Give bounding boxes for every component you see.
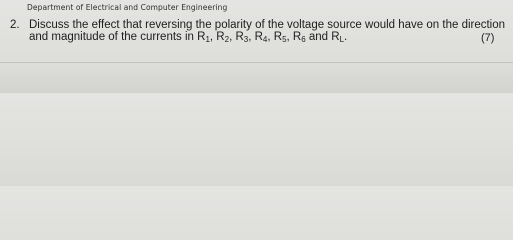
resistor-letter: R — [273, 31, 283, 43]
resistor-subscript: 5 — [282, 35, 287, 44]
resistor-symbol — [197, 31, 216, 43]
resistor-symbol — [331, 31, 347, 43]
question-marks: (7) — [481, 32, 495, 44]
resistor-subscript: L — [339, 35, 345, 44]
resistor-symbol — [274, 31, 293, 43]
question-2 — [10, 19, 510, 43]
resistor-symbol — [235, 31, 254, 43]
resistor-letter: R — [235, 31, 244, 43]
resistor-subscript: 1 — [205, 35, 210, 44]
resistor-separator: , — [286, 31, 293, 43]
exam-page — [0, 0, 513, 93]
resistor-separator: , — [209, 31, 217, 43]
resistor-list — [197, 31, 347, 43]
resistor-separator: , — [248, 31, 255, 43]
resistor-subscript: 4 — [262, 35, 268, 44]
department-header: Department of Electrical and Computer Engineering — [27, 3, 228, 12]
resistor-separator: , — [267, 31, 274, 43]
page-shadow — [0, 63, 513, 93]
resistor-symbol — [255, 31, 274, 43]
question-number: 2. — [10, 19, 20, 31]
question-line-2 — [10, 31, 510, 43]
resistor-symbol — [293, 31, 331, 43]
question-text-line-2: and magnitude of the currents in — [29, 31, 198, 43]
resistor-separator: , — [229, 31, 236, 43]
resistor-letter: R — [254, 31, 263, 43]
resistor-separator: and — [305, 31, 332, 43]
resistor-subscript: 2 — [224, 35, 230, 44]
question-line-1 — [10, 19, 510, 31]
resistor-letter: R — [292, 31, 302, 43]
resistor-separator: . — [344, 31, 348, 43]
resistor-symbol — [216, 31, 235, 43]
resistor-subscript: 6 — [301, 35, 306, 44]
resistor-letter: R — [331, 31, 340, 43]
resistor-subscript: 3 — [243, 35, 249, 44]
question-text-line-1: Discuss the effect that reversing the polarity of the voltage source would have on the direction — [29, 19, 506, 31]
resistor-letter: R — [197, 31, 206, 43]
resistor-letter: R — [216, 31, 225, 43]
